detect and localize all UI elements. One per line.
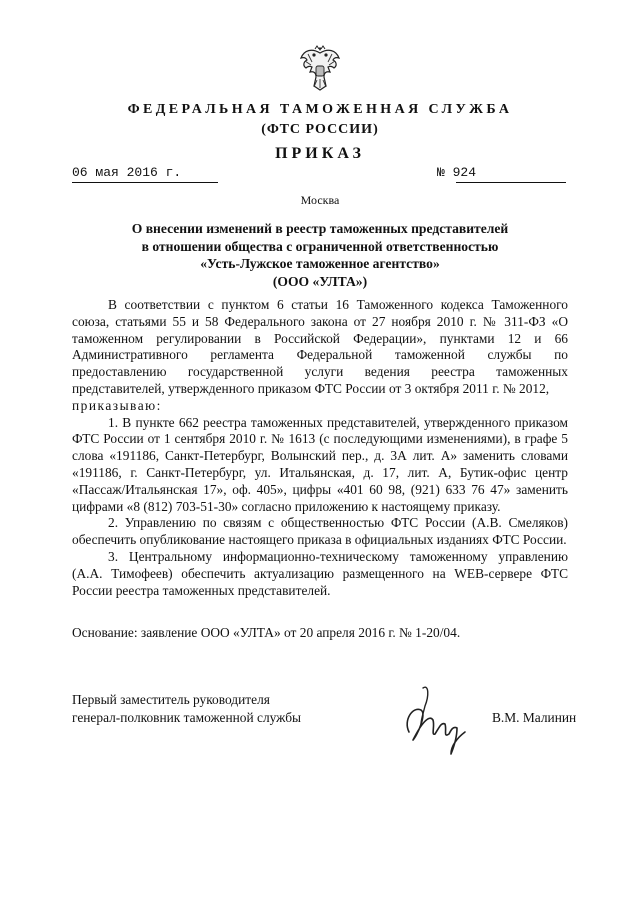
order-item-3: 3. Центральному информационно-техническому таможенному управлению (А.А. Тимофеев) обеспечить актуализацию размещенного на WEB-сервере ФТС России реестра таможенных представителей.	[72, 548, 568, 598]
signer-position	[72, 691, 301, 727]
signer-position-line-1: Первый заместитель руководителя	[72, 692, 270, 707]
order-item-2: 2. Управлению по связям с общественностью ФТС России (А.В. Смеляков) обеспечить опубликование настоящего приказа в официальных изданиях ФТС России.	[72, 515, 568, 548]
order-item-1: 1. В пункте 662 реестра таможенных представителей, утвержденного приказом ФТС России от 1 сентября 2010 г. № 1613 (с последующими изменениями), в графе 5 слова «191186, Санкт-Петербург, Волынский пер., д. 3А лит. А» заменить словами «191186, г. Санкт-Петербург, ул. Итальянская, д. 17, лит. А, Бутик-офис центр «Пассаж/Итальянская 17», оф. 405», цифры «401 60 98, (921) 633 76 47» заменить цифрами «8 (812) 703-51-30» согласно приложению к настоящему приказу.	[72, 414, 568, 514]
basis-line: Основание: заявление ООО «УЛТА» от 20 апреля 2016 г. № 1-20/04.	[72, 625, 461, 640]
subject-line-4: (ООО «УЛТА»)	[272, 273, 368, 289]
subject-line-2: в отношении общества с ограниченной ответственностью	[141, 238, 499, 254]
intro-paragraph: В соответствии с пунктом 6 статьи 16 Таможенного кодекса Таможенного союза, статьями 55 и 58 Федерального закона от 27 ноября 2010 г. № 311-ФЗ «О таможенном регулировании в Российской Федерации», пунктами 12 и 66 Административного регламента Федеральной таможенной службы по предоставлению государственной услуги ведения реестра таможенных представителей, утвержденного приказом ФТС России от 3 октября 2011 г. № 2012,	[72, 297, 568, 396]
document-type: ПРИКАЗ	[275, 145, 365, 162]
number-underline	[456, 182, 566, 183]
date-underline	[72, 182, 218, 183]
document-date: 06 мая 2016 г.	[72, 165, 182, 180]
document-subject	[0, 220, 640, 290]
subject-line-3: «Усть-Лужское таможенное агентство»	[200, 256, 440, 271]
handwritten-signature-icon	[395, 680, 475, 760]
signer-position-line-2: генерал-полковник таможенной службы	[72, 710, 302, 725]
agency-name: ФЕДЕРАЛЬНАЯ ТАМОЖЕННАЯ СЛУЖБА	[127, 102, 513, 117]
document-body	[72, 297, 568, 599]
order-word: приказываю:	[72, 397, 162, 413]
document-number: № 924	[437, 165, 477, 180]
agency-short-name: (ФТС РОССИИ)	[261, 122, 379, 137]
document-city: Москва	[300, 193, 340, 207]
subject-line-1: О внесении изменений в реестр таможенных представителей	[131, 221, 509, 236]
double-headed-eagle-emblem-icon	[298, 44, 342, 92]
signer-name: В.М. Малинин	[492, 710, 577, 725]
